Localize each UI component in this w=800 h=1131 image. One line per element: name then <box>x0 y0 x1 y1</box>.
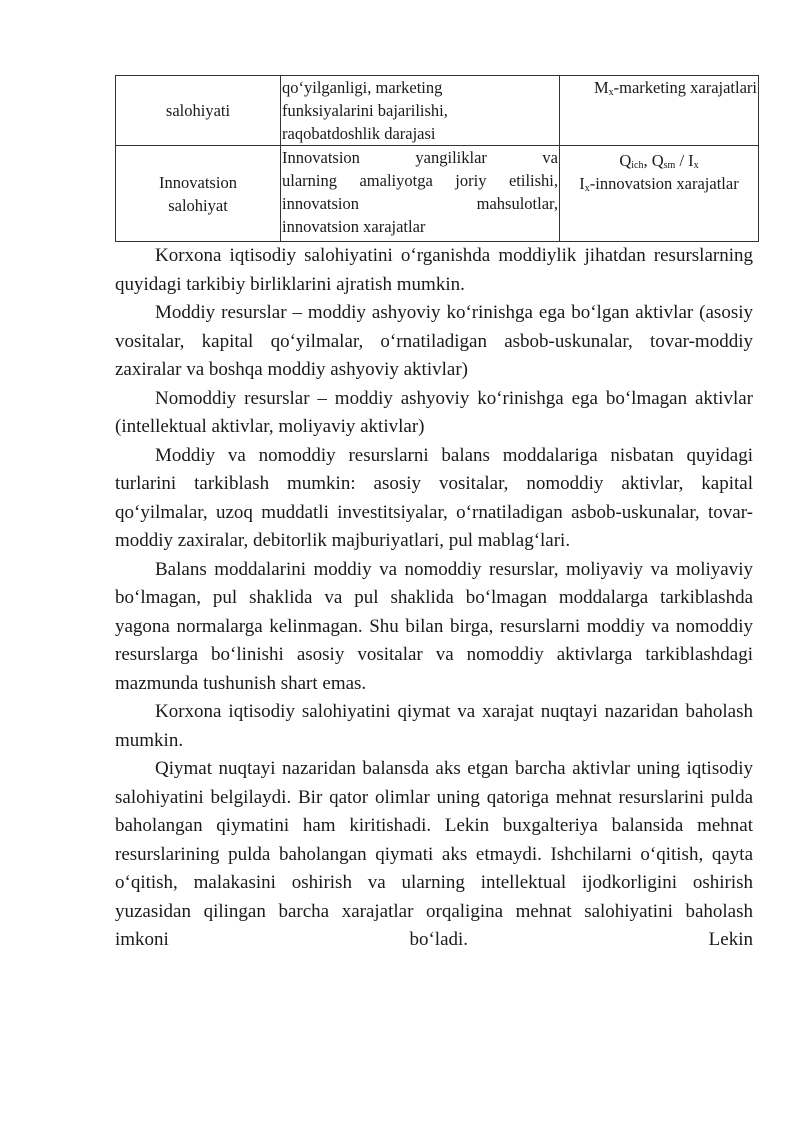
table-row <box>116 76 759 146</box>
body-text <box>115 242 753 955</box>
formula-subscript: sm <box>663 160 676 171</box>
formula-text: -marketing xarajatlari <box>613 78 757 97</box>
indicators-table <box>115 75 759 242</box>
formula-text: -innovatsion xarajatlar <box>589 174 739 193</box>
cell-line: funksiyalarini bajarilishi, <box>282 101 448 120</box>
formula-divisor: / I <box>675 151 694 170</box>
formula-symbol: M <box>593 78 609 97</box>
cell-line: ularning amaliyotga joriy etilishi, <box>282 171 558 190</box>
table-row <box>116 146 759 242</box>
paragraph: Qiymat nuqtayi nazaridan balansda aks etgan barcha aktivlar uning iqtisodiy salohiyatini belgilaydi. Bir qator olimlar uning qatoriga mehnat resurslarini pulda baholangan qiymatini ham kiritishadi. Lekin buxgalteriya balansida mehnat resurslarining pulda baholangan qiymati aks etmaydi. Ishchilarni o‘qitish, qayta o‘qitish, malakasini oshirish va ularning intellektual ijodkorligini oshirish yuzasidan qilingan barcha xarajatlar orqaligina mehnat salohiyatini baholash imkoni bo‘ladi. Lekin <box>115 758 753 950</box>
formula-subscript: x <box>693 160 699 171</box>
formula-subscript: ich <box>631 160 644 171</box>
formula-symbol: I <box>579 174 585 193</box>
table-cell-potential-type <box>116 146 281 242</box>
formula-line <box>561 149 757 172</box>
cell-text: salohiyati <box>165 101 231 120</box>
table-cell-description <box>281 146 560 242</box>
cell-line: Innovatsion yangiliklar va <box>282 148 558 167</box>
table-cell-indicator <box>560 146 759 242</box>
cell-line: raqobatdoshlik darajasi <box>282 124 436 143</box>
cell-line: innovatsion mahsulotlar, <box>282 194 558 213</box>
table-cell-description <box>281 76 560 146</box>
table-cell-potential-type <box>116 76 281 146</box>
cell-line: Innovatsion <box>159 172 237 192</box>
paragraph: Nomoddiy resurslar – moddiy ashyoviy ko‘rinishga ega bo‘lmagan aktivlar (intellektual aktivlar, moliyaviy aktivlar) <box>115 387 753 437</box>
cell-line: qo‘yilganligi, marketing <box>282 78 443 97</box>
cell-line: salohiyat <box>168 195 228 215</box>
formula-symbol: Q <box>651 151 664 170</box>
paragraph: Moddiy resurslar – moddiy ashyoviy ko‘rinishga ega bo‘lgan aktivlar (asosiy vositalar, kapital qo‘yilmalar, o‘rnatiladigan asbob-uskunalar, tovar-moddiy zaxiralar va boshqa moddiy ashyoviy aktivlar) <box>115 302 753 380</box>
paragraph: Moddiy va nomoddiy resurslarni balans moddalariga nisbatan quyidagi turlarini tarkiblash mumkin: asosiy vositalar, nomoddiy aktivlar, kapital qo‘yilmalar, uzoq muddatli investitsiyalar, o‘rnatiladigan asbob-uskunalar, tovar-moddiy zaxiralar, debitorlik majburiyatlari, pul mablag‘lari. <box>115 444 753 551</box>
paragraph: Balans moddalarini moddiy va nomoddiy resurslar, moliyaviy va moliyaviy bo‘lmagan, pul shaklida va pul shaklida bo‘lmagan moddalarga tarkiblashda yagona normalarga kelinmagan. Shu bilan birga, resurslarni moddiy va nomoddiy resurslarga bo‘linishi asosiy vositalar va nomoddiy aktivlarga tarkiblashdagi mazmunda tushunish shart emas. <box>115 558 753 694</box>
formula-symbol: Q <box>619 151 632 170</box>
document-page <box>115 75 757 955</box>
formula-separator: , <box>643 151 652 170</box>
paragraph: Korxona iqtisodiy salohiyatini o‘rganishda moddiylik jihatdan resurslarning quyidagi tarkibiy birliklarini ajratish mumkin. <box>115 245 753 295</box>
formula-subscript: x <box>584 183 590 194</box>
paragraph: Korxona iqtisodiy salohiyatini qiymat va xarajat nuqtayi nazaridan baholash mumkin. <box>115 701 753 751</box>
formula-line <box>561 172 757 195</box>
table-cell-indicator <box>560 76 759 146</box>
cell-line: innovatsion xarajatlar <box>282 217 426 236</box>
formula-subscript: x <box>608 87 614 98</box>
